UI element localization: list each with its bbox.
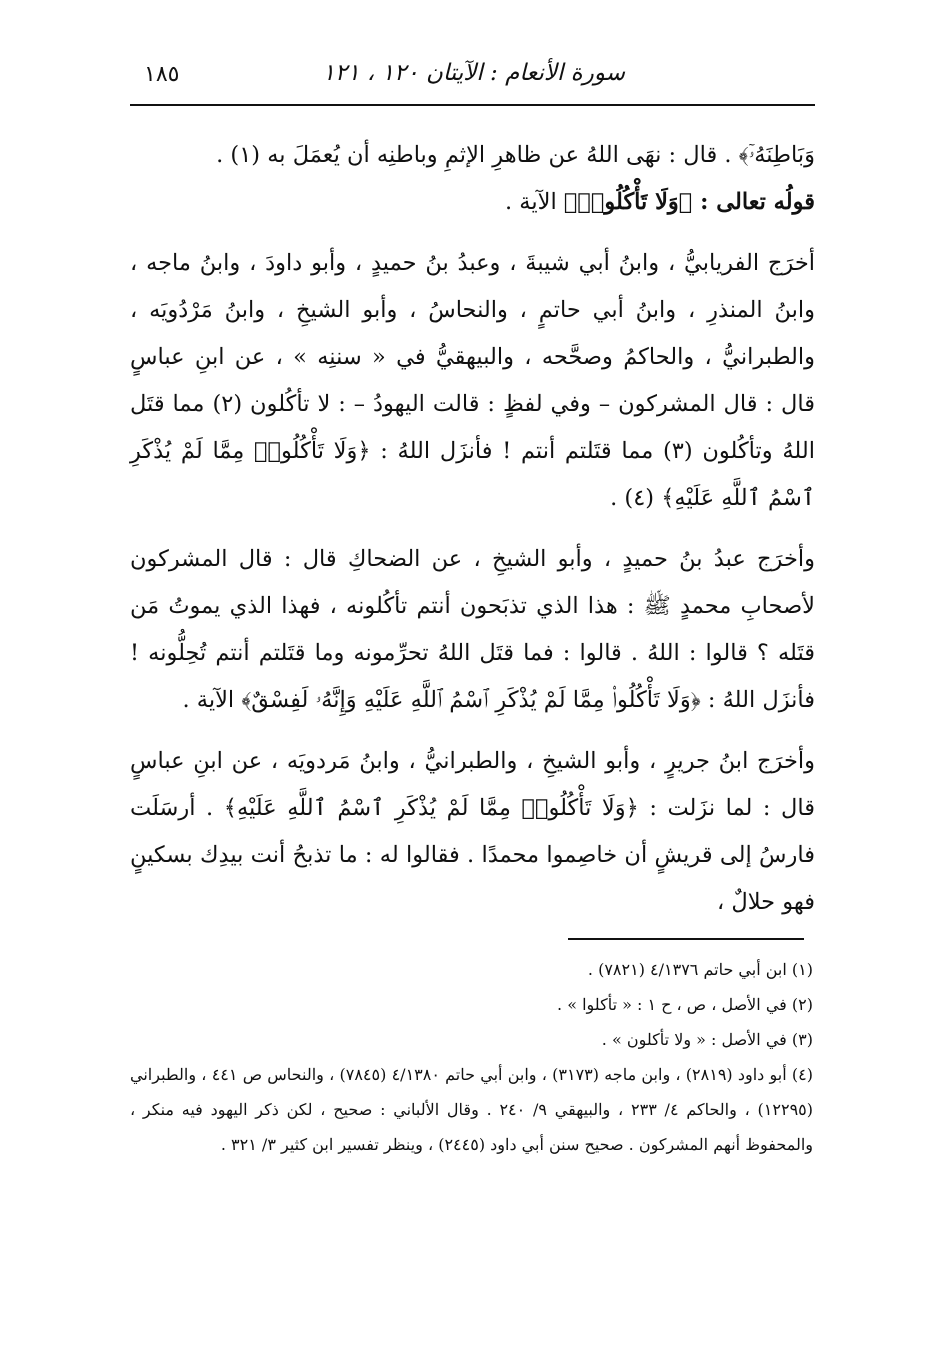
footnote-1: (١) ابن أبي حاتم ٤/١٣٧٦ (٧٨٢١) . <box>587 960 813 979</box>
section-heading <box>130 179 815 226</box>
heading-suffix: الآية . <box>504 189 564 215</box>
page-header <box>130 52 815 106</box>
footnotes <box>130 952 813 1162</box>
paragraph-5: وأخرَج ابنُ جريرٍ ، وأبو الشيخِ ، والطبرانيُّ ، وابنُ مَردويَه ، عن ابنِ عباسٍ قال : لما نزَلت : ﴿وَلَا تَأْكُلُوا۟ مِمَّا لَمْ يُذْكَرِ ٱسْمُ ٱللَّهِ عَلَيْهِ﴾ . أرسَلَت فارسُ إلى قريشٍ أن خاصِموا محمدًا . فقالوا له : ما تذبحُ أنت بيدِك بسكينٍ فهو حلالٌ ، <box>130 748 815 915</box>
running-title: سورة الأنعام : الآيتان ١٢٠ ، ١٢١ <box>322 60 625 86</box>
heading-verse: قولُه تعالى : ﴿وَلَا تَأْكُلُوا۟﴾ <box>563 189 815 215</box>
footnote-2: (٢) في الأصل ، ص ، ح ١ : « تأكلوا » . <box>557 995 813 1014</box>
page-number: ١٨٥ <box>144 62 180 87</box>
footnote-3: (٣) في الأصل : « ولا تأكلون » . <box>601 1030 813 1049</box>
main-text <box>130 132 815 926</box>
paragraph-4: وأخرَج عبدُ بنُ حميدٍ ، وأبو الشيخِ ، عن الضحاكِ قال : قال المشركون لأصحابِ محمدٍ ﷺ : هذا الذي تذبَحون أنتم تأكُلونه ، فهذا الذي يموتُ مَن قتَله ؟ قالوا : اللهُ . قالوا : فما قتَل اللهُ تحرِّمونه وما قتَلتم أنتم تُحِلُّونه ! فأنزَل اللهُ : ﴿وَلَا تَأْكُلُوا۟ مِمَّا لَمْ يُذْكَرِ ٱسْمُ ٱللَّهِ عَلَيْهِ وَإِنَّهُۥ لَفِسْقٌ﴾ الآية . <box>130 546 815 713</box>
footnote-4: (٤) أبو داود (٢٨١٩) ، وابن ماجه (٣١٧٣) ، وابن أبي حاتم ٤/١٣٨٠ (٧٨٤٥) ، والنحاس ص ٤٤١ ، والطبراني (١٢٢٩٥) ، والحاكم ٤/ ٢٣٣ ، والبيهقي ٩/ ٢٤٠ . وقال الألباني : صحيح ، لكن ذكر اليهود فيه منكر ، والمحفوظ أنهم المشركون . صحيح سنن أبي داود (٢٤٤٥) ، وينظر تفسير ابن كثير ٣/ ٣٢١ . <box>130 1065 814 1154</box>
paragraph-1: وَبَاطِنَهُۥٓ﴾ . قال : نهَى اللهُ عن ظاهرِ الإثمِ وباطنِه أن يُعمَلَ به (١) . <box>216 142 815 168</box>
footnote-divider <box>568 938 804 940</box>
paragraph-3: أخرَج الفريابيُّ ، وابنُ أبي شيبةَ ، وعبدُ بنُ حميدٍ ، وأبو داودَ ، وابنُ ماجه ، وابنُ المنذرِ ، وابنُ أبي حاتمٍ ، والنحاسُ ، وأبو الشيخِ ، وابنُ مَرْدُويَه ، والطبرانيُّ ، والحاكمُ وصحَّحه ، والبيهقيُّ في « سننِه » ، عن ابنِ عباسٍ قال : قال المشركون – وفي لفظٍ : قالت اليهودُ – : لا تأكُلون (٢) مما قتَل اللهُ وتأكُلون (٣) مما قتَلتم أنتم ! فأنزَل اللهُ : ﴿وَلَا تَأْكُلُوا۟ مِمَّا لَمْ يُذْكَرِ ٱسْمُ ٱللَّهِ عَلَيْهِ﴾ (٤) . <box>130 250 815 511</box>
